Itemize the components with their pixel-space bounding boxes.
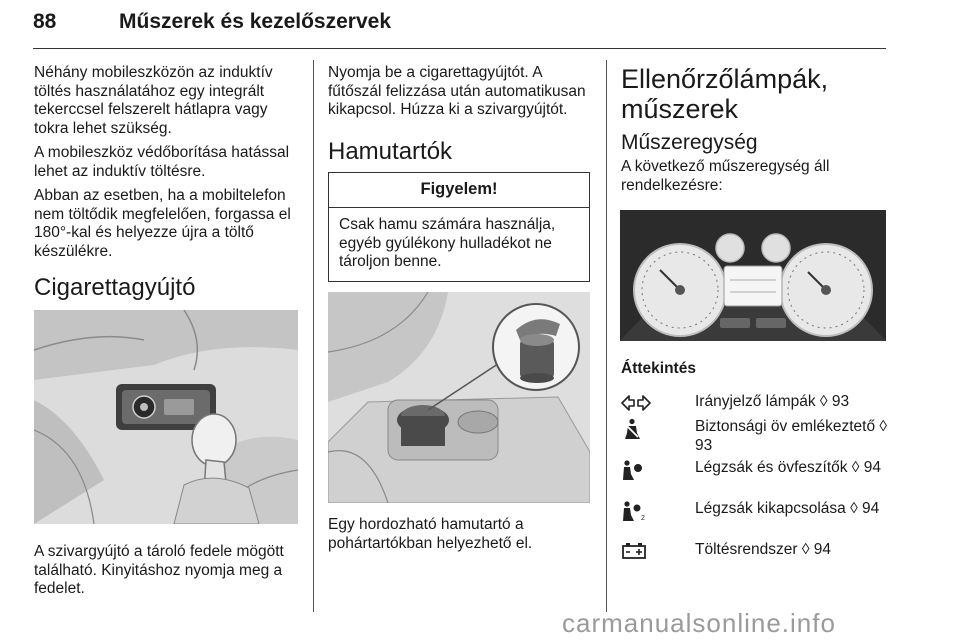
watermark: carmanualsonline.info [562,608,836,638]
image-caption: Egy hordozható hamutartó a pohártartókban helyezhető el. [328,516,533,552]
airbag-icon [621,459,651,479]
paragraph: A következő műszeregység áll rendelkezésre: [621,158,830,194]
overview-heading: Áttekintés [621,360,696,377]
cigarette-lighter-illustration [34,310,298,524]
battery-icon [621,541,651,561]
column-1 [34,64,300,261]
list-item-label: Légzsák kikapcsolása ◊ 94 [695,500,880,517]
section-heading: Hamutartók [328,138,453,165]
subsection-heading: Műszeregység [621,131,758,154]
airbag-off-icon [621,500,651,520]
paragraph: A mobileszköz védőborítása hatással lehet az induktív töltésre. [34,144,290,180]
list-item-label: Biztonsági öv emlékeztető ◊ 93 [695,418,888,454]
page-number: 88 [33,10,57,33]
list-item-label: Légzsák és övfeszítők ◊ 94 [695,459,882,476]
list-item-label: Irányjelző lámpák ◊ 93 [695,393,850,410]
column-divider [606,60,607,612]
warning-box [328,172,590,282]
page-header [33,6,886,46]
paragraph: Nyomja be a cigarettagyújtót. A fűtőszál felizzása után automatikusan kikapcsol. Húzza ki a szivargyújtót. [328,64,586,118]
paragraph: Néhány mobileszközön az induktív töltés használatához egy integrált tekerccsel felszerelt hátlapra vagy tokra lehet szükség. [34,64,273,137]
svg-text:2: 2 [641,515,645,522]
ashtray-illustration [328,292,590,503]
section-heading: Cigarettagyújtó [34,274,196,301]
instrument-cluster-illustration [620,210,886,341]
list-item-label: Töltésrendszer ◊ 94 [695,541,832,558]
header-rule [33,48,886,49]
paragraph: Abban az esetben, ha a mobiltelefon nem töltődik megfelelően, forgassa el 180°-kal és helyezze újra a töltő készülékre. [34,187,291,260]
section-heading: Ellenőrzőlámpák, műszerek [621,64,829,124]
warning-text: Csak hamu számára használja, egyéb gyúlékony hulladékot ne tároljon benne. [339,216,556,270]
image-caption: A szivargyújtó a tároló fedele mögött található. Kinyitáshoz nyomja meg a fedelet. [34,543,284,597]
column-divider [313,60,314,612]
turn-signal-icon [621,393,651,413]
seatbelt-reminder-icon [621,418,651,438]
page-title: Műszerek és kezelőszervek [119,10,392,33]
warning-title: Figyelem! [329,173,589,208]
